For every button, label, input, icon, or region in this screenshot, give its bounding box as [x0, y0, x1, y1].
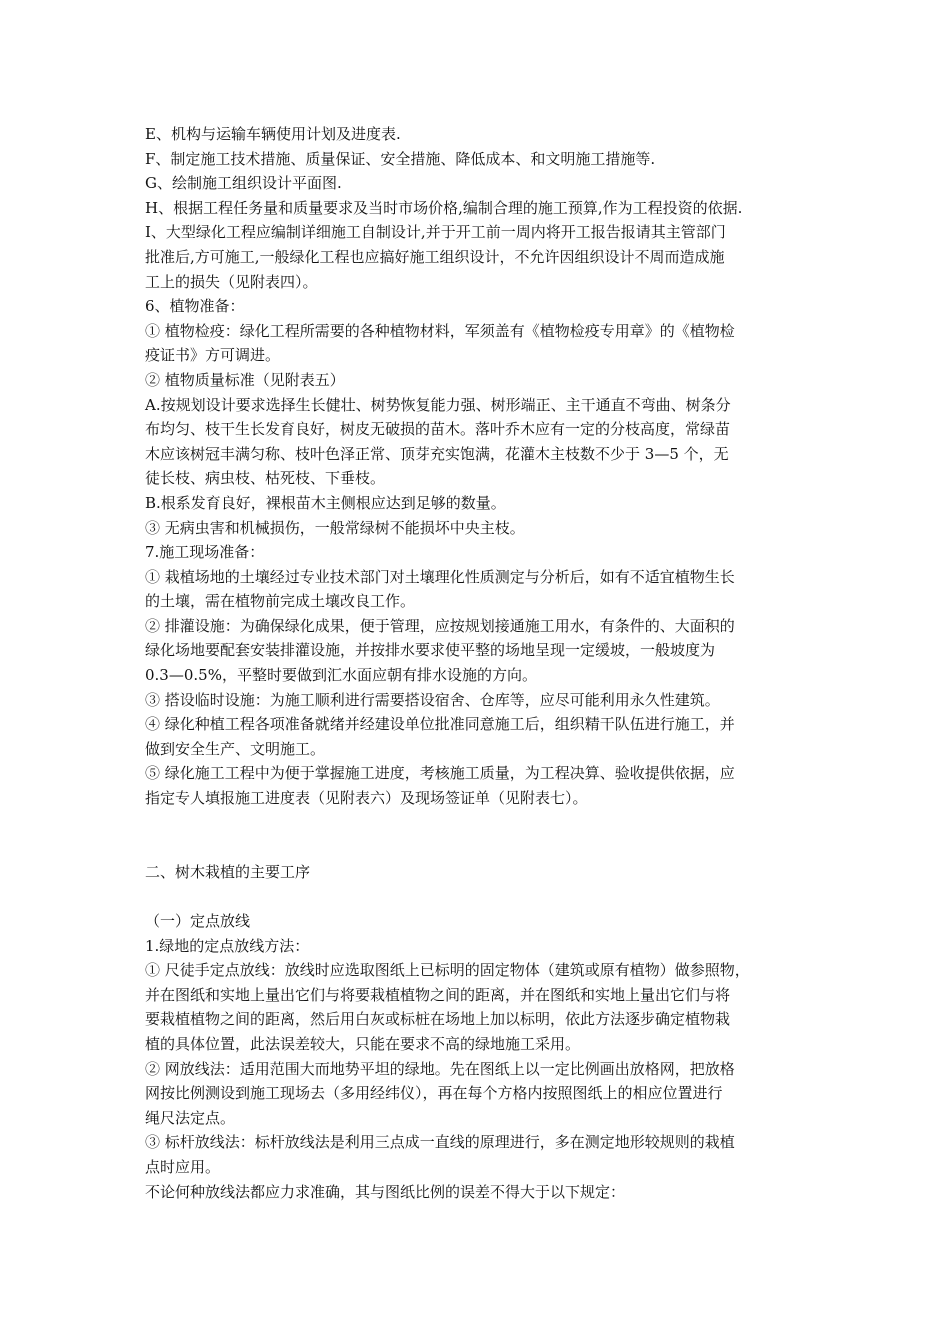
- text-line: F、制定施工技术措施、质量保证、安全措施、降低成本、和文明施工措施等.: [145, 149, 656, 168]
- text-line: 绳尺法定点。: [145, 1108, 236, 1127]
- text-line: ④ 绿化种植工程各项准备就绪并经建设单位批准同意施工后，组织精干队伍进行施工，并: [145, 715, 735, 734]
- text-line: 指定专人填报施工进度表（见附表六）及现场签证单（见附表七）。: [145, 789, 588, 808]
- section-title: 二、树木栽植的主要工序: [145, 862, 311, 881]
- text-line: A.按规划设计要求选择生长健壮、树势恢复能力强、树形端正、主干通直不弯曲、树条分: [145, 395, 731, 414]
- text-line: ① 栽植场地的土壤经过专业技术部门对土壤理化性质测定与分析后，如有不适宜植物生长: [145, 567, 735, 586]
- blank-line: [145, 811, 815, 836]
- text-line: G、绘制施工组织设计平面图.: [145, 174, 342, 193]
- text-line: 要栽植植物之间的距离，然后用白灰或标桩在场地上加以标明，依此方法逐步确定植物栽: [145, 1010, 731, 1029]
- text-line: H、根据工程任务量和质量要求及当时市场价格,编制合理的施工预算,作为工程投资的依据.: [145, 198, 743, 217]
- text-line: B.根系发育良好，裸根苗木主侧根应达到足够的数量。: [145, 493, 506, 512]
- text-line: 1.绿地的定点放线方法：: [145, 936, 310, 955]
- text-line: ② 植物质量标准（见附表五）: [145, 370, 345, 389]
- text-line: 徒长枝、病虫枝、枯死枝、下垂枝。: [145, 469, 386, 488]
- text-line: ② 排灌设施：为确保绿化成果，便于管理，应按规划接通施工用水，有条件的、大面积的: [145, 616, 735, 635]
- text-line: ③ 搭设临时设施：为施工顺利进行需要搭设宿舍、仓库等，应尽可能利用永久性建筑。: [145, 690, 720, 709]
- heading-plant-preparation: 6、植物准备：: [145, 297, 245, 316]
- text-line: ③ 标杆放线法：标杆放线法是利用三点成一直线的原理进行，多在测定地形较规则的栽植: [145, 1133, 735, 1152]
- text-line: 网按比例测设到施工现场去（多用经纬仪），再在每个方格内按照图纸上的相应位置进行: [145, 1084, 723, 1103]
- text-line: ② 网放线法：适用范围大而地势平坦的绿地。先在图纸上以一定比例画出放格网，把放格: [145, 1059, 735, 1078]
- text-line: 木应该树冠丰满匀称、枝叶色泽正常、顶芽充实饱满，花灌木主枝数不少于 3—5 个，无: [145, 444, 729, 463]
- text-line: 0.3—0.5%，平整时要做到汇水面应朝有排水设施的方向。: [145, 666, 537, 685]
- text-line: 布均匀、枝干生长发育良好，树皮无破损的苗木。落叶乔木应有一定的分枝高度，常绿苗: [145, 420, 731, 439]
- blank-line: [145, 835, 815, 860]
- text-line: E、机构与运输车辆使用计划及进度表.: [145, 125, 401, 143]
- document-body: [145, 122, 815, 1204]
- text-line: ③ 无病虫害和机械损伤，一般常绿树不能损坏中央主枝。: [145, 518, 525, 537]
- text-line: 疫证书》方可调进。: [145, 346, 281, 365]
- text-line: ⑤ 绿化施工工程中为便于掌握施工进度，考核施工质量，为工程决算、验收提供依据，应: [145, 764, 735, 783]
- text-line: I、大型绿化工程应编制详细施工自制设计,并于开工前一周内将开工报告报请其主管部门: [145, 223, 726, 242]
- text-line: 并在图纸和实地上量出它们与将要栽植植物之间的距离，并在图纸和实地上量出它们与将: [145, 985, 731, 1004]
- subsection-title: （一）定点放线: [145, 912, 251, 930]
- text-line: 植的具体位置，此法误差较大，只能在要求不高的绿地施工采用。: [145, 1034, 581, 1053]
- text-line: 点时应用。: [145, 1157, 221, 1176]
- blank-line: [145, 884, 815, 909]
- text-line: 批准后,方可施工,一般绿化工程也应搞好施工组织设计，不允许因组织设计不周而造成施: [145, 247, 725, 266]
- heading-site-preparation: 7.施工现场准备：: [145, 543, 265, 562]
- text-line: ① 尺徒手定点放线：放线时应选取图纸上已标明的固定物体（建筑或原有植物）做参照物，: [145, 961, 750, 980]
- text-line: 不论何种放线法都应力求准确，其与图纸比例的误差不得大于以下规定：: [145, 1182, 626, 1201]
- text-line: 做到安全生产、文明施工。: [145, 739, 326, 758]
- text-line: 的土壤，需在植物前完成土壤改良工作。: [145, 592, 416, 611]
- text-line: 工上的损失（见附表四）。: [145, 272, 318, 291]
- text-line: ① 植物检疫：绿化工程所需要的各种植物材料，军须盖有《植物检疫专用章》的《植物检: [145, 321, 735, 340]
- text-line: 绿化场地要配套安装排灌设施，并按排水要求使平整的场地呈现一定缓坡，一般坡度为: [145, 641, 716, 660]
